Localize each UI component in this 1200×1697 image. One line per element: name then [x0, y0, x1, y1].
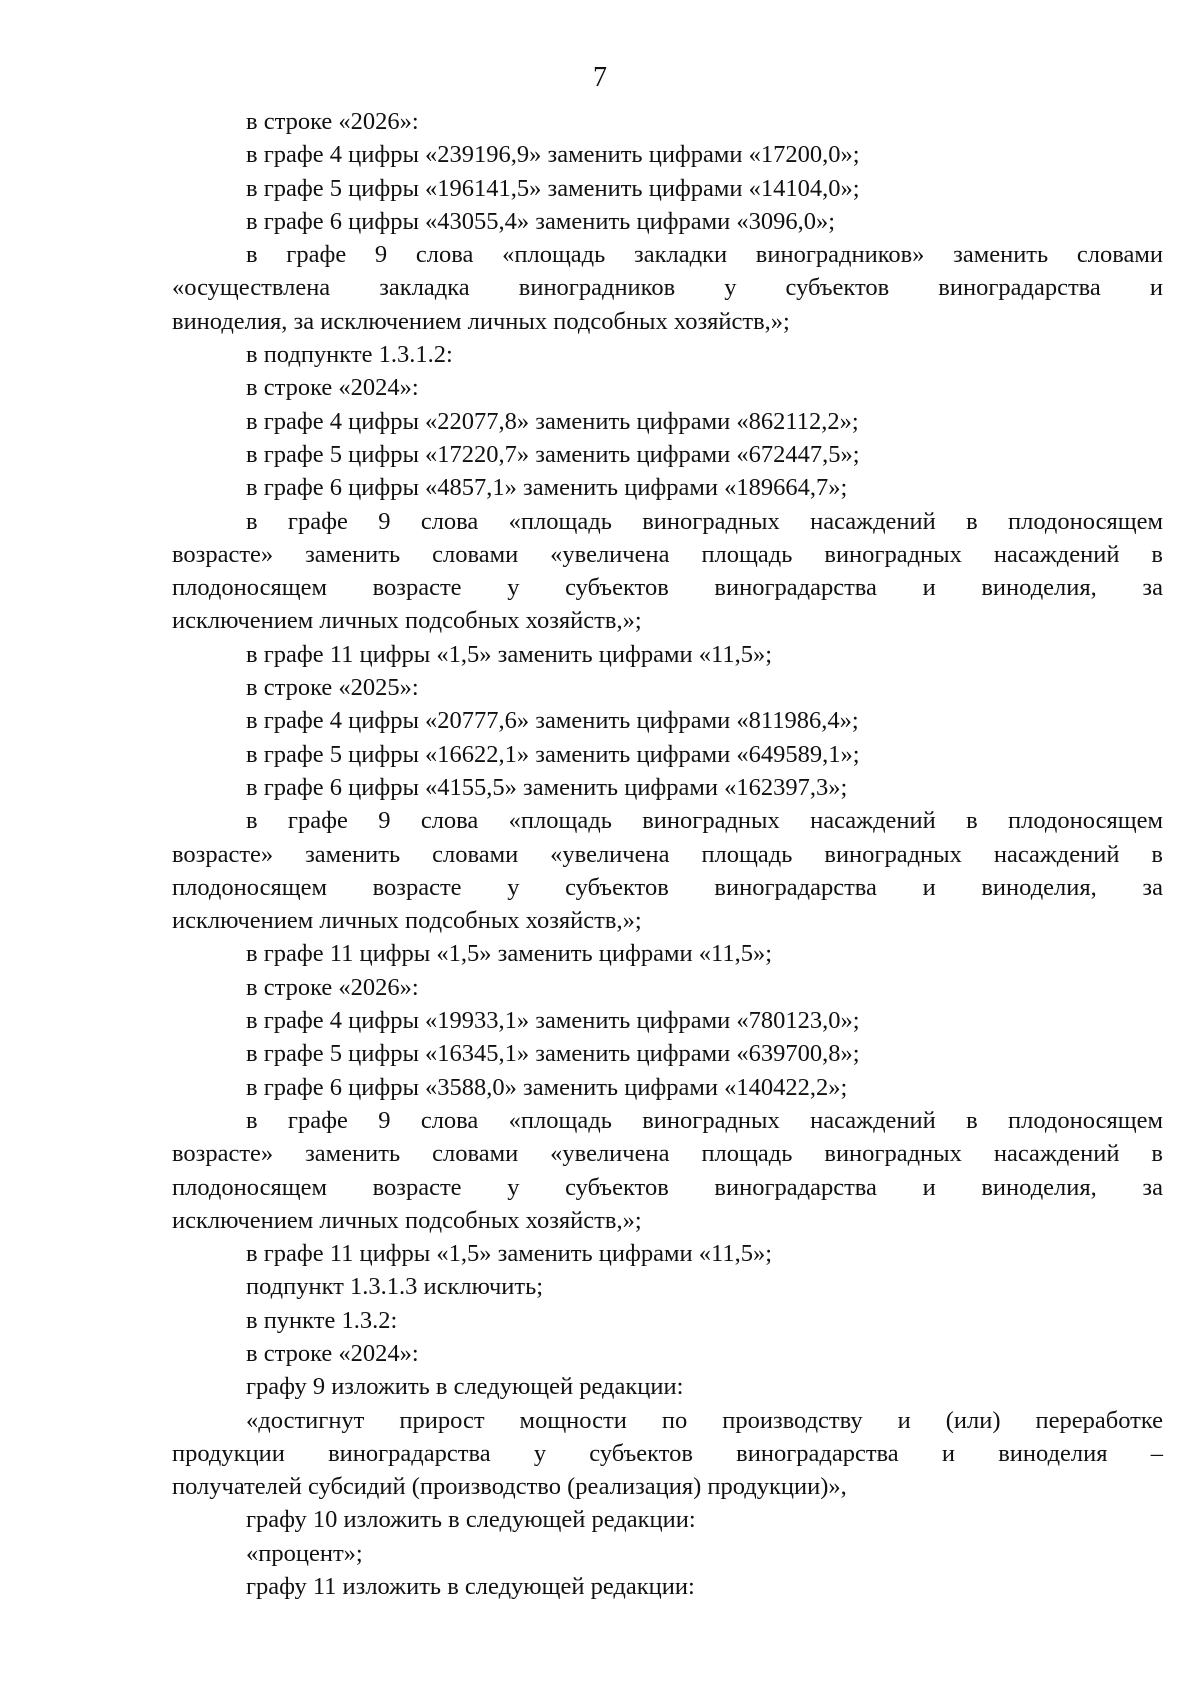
text-line: в графе 6 цифры «3588,0» заменить цифрами «140422,2»; [246, 1073, 848, 1101]
text-line: в строке «2024»: [246, 1339, 419, 1367]
text-line: подпункт 1.3.1.3 исключить; [246, 1273, 544, 1301]
text-line: в строке «2026»: [246, 973, 419, 1001]
text-line: плодоносящем возрасте у субъектов виноградарства и виноделия, за [172, 873, 1163, 901]
text-line: в графе 9 слова «площадь виноградных насаждений в плодоносящем [246, 1106, 1163, 1134]
document-body [172, 105, 1163, 1603]
text-line: графу 9 изложить в следующей редакции: [246, 1373, 684, 1401]
text-line: в графе 9 слова «площадь виноградных насаждений в плодоносящем [246, 507, 1163, 535]
text-line: в графе 6 цифры «4857,1» заменить цифрами «189664,7»; [246, 474, 848, 502]
text-line: виноделия, за исключением личных подсобных хозяйств,»; [172, 307, 790, 335]
text-line: в графе 11 цифры «1,5» заменить цифрами «11,5»; [246, 640, 773, 668]
text-line: в графе 9 слова «площадь закладки виноградников» заменить словами [246, 241, 1163, 269]
text-line: возрасте» заменить словами «увеличена площадь виноградных насаждений в [172, 540, 1163, 568]
text-line: исключением личных подсобных хозяйств,»; [172, 607, 642, 635]
text-line: в графе 11 цифры «1,5» заменить цифрами «11,5»; [246, 1240, 773, 1268]
text-line: в графе 5 цифры «16345,1» заменить цифрами «639700,8»; [246, 1040, 860, 1068]
text-line: исключением личных подсобных хозяйств,»; [172, 1206, 642, 1234]
text-line: в графе 5 цифры «17220,7» заменить цифрами «672447,5»; [246, 440, 860, 468]
text-line: в графе 9 слова «площадь виноградных насаждений в плодоносящем [246, 807, 1163, 835]
text-line: в графе 6 цифры «43055,4» заменить цифрами «3096,0»; [246, 207, 836, 235]
text-line: в строке «2024»: [246, 374, 419, 402]
text-line: в графе 5 цифры «16622,1» заменить цифрами «649589,1»; [246, 740, 860, 768]
text-line: исключением личных подсобных хозяйств,»; [172, 907, 642, 935]
text-line: плодоносящем возрасте у субъектов виноградарства и виноделия, за [172, 574, 1163, 602]
text-line: плодоносящем возрасте у субъектов виноградарства и виноделия, за [172, 1173, 1163, 1201]
text-line: в графе 11 цифры «1,5» заменить цифрами «11,5»; [246, 940, 773, 968]
page-number: 7 [593, 62, 607, 93]
text-line: в строке «2025»: [246, 674, 419, 702]
text-line: возрасте» заменить словами «увеличена площадь виноградных насаждений в [172, 1140, 1163, 1168]
text-line: графу 10 изложить в следующей редакции: [246, 1506, 696, 1534]
text-line: в строке «2026»: [246, 108, 419, 135]
text-line: «достигнут прирост мощности по производству и (или) переработке [246, 1406, 1163, 1434]
text-line: «процент»; [246, 1539, 363, 1567]
text-line: в подпункте 1.3.1.2: [246, 341, 453, 369]
text-line: в графе 5 цифры «196141,5» заменить цифрами «14104,0»; [246, 174, 860, 202]
text-line: в графе 4 цифры «22077,8» заменить цифрами «862112,2»; [246, 407, 859, 435]
text-line: получателей субсидий (производство (реализация) продукции)», [172, 1473, 847, 1501]
text-line: продукции виноградарства у субъектов виноградарства и виноделия – [172, 1439, 1163, 1467]
text-line: в графе 4 цифры «19933,1» заменить цифрами «780123,0»; [246, 1007, 860, 1035]
text-line: в пункте 1.3.2: [246, 1306, 398, 1334]
text-line: в графе 4 цифры «239196,9» заменить цифрами «17200,0»; [246, 141, 860, 169]
text-line: графу 11 изложить в следующей редакции: [246, 1573, 695, 1601]
text-line: возрасте» заменить словами «увеличена площадь виноградных насаждений в [172, 840, 1163, 868]
text-line: в графе 6 цифры «4155,5» заменить цифрами «162397,3»; [246, 773, 848, 801]
text-line: «осуществлена закладка виноградников у субъектов виноградарства и [172, 274, 1163, 302]
text-line: в графе 4 цифры «20777,6» заменить цифрами «811986,4»; [246, 707, 859, 735]
